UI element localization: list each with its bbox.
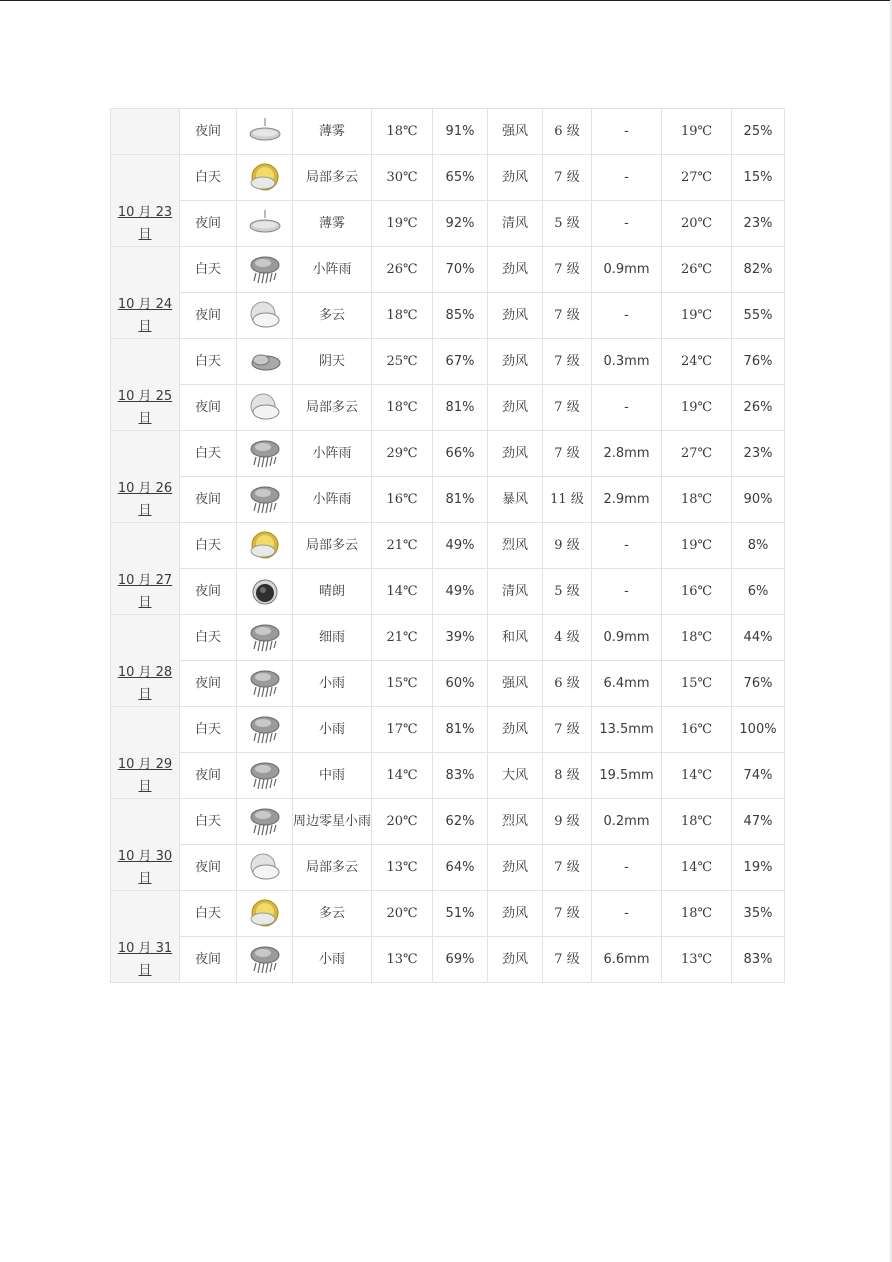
humidity-cell: 69% — [433, 937, 488, 983]
wind-cell: 大风 — [488, 753, 543, 799]
wind-level-cell: 7 级 — [543, 707, 592, 753]
period-cell: 夜间 — [180, 845, 237, 891]
wind-cell: 劲风 — [488, 247, 543, 293]
wind-level-cell: 7 级 — [543, 385, 592, 431]
date-cell: 10 月 30 日 — [111, 799, 180, 891]
precipitation-cell: 19.5mm — [592, 753, 662, 799]
table-row — [111, 339, 785, 385]
condition-cell: 局部多云 — [293, 385, 372, 431]
period-cell: 夜间 — [180, 753, 237, 799]
wind-cell: 劲风 — [488, 385, 543, 431]
condition-cell: 局部多云 — [293, 845, 372, 891]
period-cell: 白天 — [180, 615, 237, 661]
date-cell — [111, 109, 180, 155]
feels-like-cell: 13℃ — [662, 937, 732, 983]
condition-cell: 中雨 — [293, 753, 372, 799]
humidity-cell: 92% — [433, 201, 488, 247]
icon-cell — [237, 201, 293, 247]
precipitation-cell: 0.3mm — [592, 339, 662, 385]
chance-cell: 83% — [732, 937, 785, 983]
wind-level-cell: 4 级 — [543, 615, 592, 661]
humidity-cell: 83% — [433, 753, 488, 799]
temperature-cell: 13℃ — [372, 937, 433, 983]
wind-cell: 劲风 — [488, 293, 543, 339]
rain-icon — [248, 667, 282, 701]
precipitation-cell: 6.4mm — [592, 661, 662, 707]
period-cell: 夜间 — [180, 937, 237, 983]
temperature-cell: 18℃ — [372, 293, 433, 339]
precipitation-cell: - — [592, 155, 662, 201]
chance-cell: 23% — [732, 431, 785, 477]
temperature-cell: 16℃ — [372, 477, 433, 523]
feels-like-cell: 18℃ — [662, 615, 732, 661]
condition-cell: 晴朗 — [293, 569, 372, 615]
table-row — [111, 569, 785, 615]
wind-cell: 劲风 — [488, 155, 543, 201]
wind-level-cell: 9 级 — [543, 523, 592, 569]
wind-level-cell: 5 级 — [543, 569, 592, 615]
table-row — [111, 799, 785, 845]
period-cell: 白天 — [180, 247, 237, 293]
feels-like-cell: 27℃ — [662, 155, 732, 201]
wind-level-cell: 8 级 — [543, 753, 592, 799]
wind-cell: 暴风 — [488, 477, 543, 523]
table-row — [111, 109, 785, 155]
feels-like-cell: 18℃ — [662, 477, 732, 523]
wind-level-cell: 7 级 — [543, 339, 592, 385]
wind-cell: 烈风 — [488, 799, 543, 845]
condition-cell: 阴天 — [293, 339, 372, 385]
rain-icon — [248, 759, 282, 793]
chance-cell: 19% — [732, 845, 785, 891]
table-row — [111, 477, 785, 523]
icon-cell — [237, 385, 293, 431]
table-row — [111, 523, 785, 569]
temperature-cell: 25℃ — [372, 339, 433, 385]
table-row — [111, 615, 785, 661]
precipitation-cell: - — [592, 293, 662, 339]
rain-icon — [248, 253, 282, 287]
wind-cell: 清风 — [488, 569, 543, 615]
wind-level-cell: 6 级 — [543, 661, 592, 707]
temperature-cell: 18℃ — [372, 109, 433, 155]
feels-like-cell: 16℃ — [662, 707, 732, 753]
condition-cell: 小阵雨 — [293, 477, 372, 523]
temperature-cell: 17℃ — [372, 707, 433, 753]
icon-cell — [237, 339, 293, 385]
table-row — [111, 937, 785, 983]
condition-cell: 多云 — [293, 293, 372, 339]
period-cell: 白天 — [180, 799, 237, 845]
temperature-cell: 14℃ — [372, 569, 433, 615]
date-cell: 10 月 29 日 — [111, 707, 180, 799]
period-cell: 白天 — [180, 891, 237, 937]
rain-icon — [248, 483, 282, 517]
table-row — [111, 661, 785, 707]
wind-cell: 强风 — [488, 661, 543, 707]
condition-cell: 局部多云 — [293, 155, 372, 201]
feels-like-cell: 19℃ — [662, 109, 732, 155]
date-cell: 10 月 28 日 — [111, 615, 180, 707]
feels-like-cell: 24℃ — [662, 339, 732, 385]
cloudy-night-icon — [248, 391, 282, 425]
wind-level-cell: 9 级 — [543, 799, 592, 845]
condition-cell: 周边零星小雨 — [293, 799, 372, 845]
condition-cell: 小阵雨 — [293, 247, 372, 293]
wind-cell: 劲风 — [488, 431, 543, 477]
chance-cell: 90% — [732, 477, 785, 523]
weather-table — [110, 108, 785, 983]
chance-cell: 100% — [732, 707, 785, 753]
feels-like-cell: 19℃ — [662, 385, 732, 431]
wind-level-cell: 7 级 — [543, 937, 592, 983]
wind-level-cell: 5 级 — [543, 201, 592, 247]
chance-cell: 8% — [732, 523, 785, 569]
wind-level-cell: 7 级 — [543, 891, 592, 937]
period-cell: 夜间 — [180, 109, 237, 155]
icon-cell — [237, 569, 293, 615]
feels-like-cell: 18℃ — [662, 799, 732, 845]
partly-cloudy-icon — [248, 529, 282, 563]
precipitation-cell: 0.2mm — [592, 799, 662, 845]
fog-icon — [248, 115, 282, 149]
period-cell: 夜间 — [180, 569, 237, 615]
chance-cell: 15% — [732, 155, 785, 201]
feels-like-cell: 18℃ — [662, 891, 732, 937]
wind-cell: 强风 — [488, 109, 543, 155]
partly-cloudy-icon — [248, 161, 282, 195]
cloudy-night-icon — [248, 851, 282, 885]
temperature-cell: 20℃ — [372, 891, 433, 937]
icon-cell — [237, 661, 293, 707]
table-row — [111, 385, 785, 431]
period-cell: 白天 — [180, 155, 237, 201]
icon-cell — [237, 753, 293, 799]
precipitation-cell: 0.9mm — [592, 615, 662, 661]
icon-cell — [237, 109, 293, 155]
condition-cell: 薄雾 — [293, 109, 372, 155]
wind-level-cell: 7 级 — [543, 845, 592, 891]
temperature-cell: 20℃ — [372, 799, 433, 845]
icon-cell — [237, 707, 293, 753]
humidity-cell: 91% — [433, 109, 488, 155]
precipitation-cell: 6.6mm — [592, 937, 662, 983]
wind-cell: 和风 — [488, 615, 543, 661]
feels-like-cell: 14℃ — [662, 753, 732, 799]
table-row — [111, 201, 785, 247]
feels-like-cell: 19℃ — [662, 293, 732, 339]
precipitation-cell: - — [592, 523, 662, 569]
rain-icon — [248, 943, 282, 977]
period-cell: 白天 — [180, 431, 237, 477]
wind-cell: 劲风 — [488, 891, 543, 937]
wind-cell: 烈风 — [488, 523, 543, 569]
humidity-cell: 49% — [433, 523, 488, 569]
humidity-cell: 70% — [433, 247, 488, 293]
table-row — [111, 753, 785, 799]
rain-icon — [248, 437, 282, 471]
period-cell: 夜间 — [180, 477, 237, 523]
precipitation-cell: 0.9mm — [592, 247, 662, 293]
humidity-cell: 65% — [433, 155, 488, 201]
icon-cell — [237, 431, 293, 477]
precipitation-cell: - — [592, 385, 662, 431]
period-cell: 白天 — [180, 339, 237, 385]
temperature-cell: 19℃ — [372, 201, 433, 247]
icon-cell — [237, 937, 293, 983]
wind-level-cell: 7 级 — [543, 247, 592, 293]
table-row — [111, 155, 785, 201]
feels-like-cell: 27℃ — [662, 431, 732, 477]
icon-cell — [237, 891, 293, 937]
temperature-cell: 21℃ — [372, 523, 433, 569]
page-top-rule — [0, 0, 892, 1]
humidity-cell: 49% — [433, 569, 488, 615]
humidity-cell: 66% — [433, 431, 488, 477]
temperature-cell: 29℃ — [372, 431, 433, 477]
period-cell: 夜间 — [180, 385, 237, 431]
temperature-cell: 13℃ — [372, 845, 433, 891]
humidity-cell: 62% — [433, 799, 488, 845]
feels-like-cell: 16℃ — [662, 569, 732, 615]
humidity-cell: 81% — [433, 477, 488, 523]
chance-cell: 76% — [732, 661, 785, 707]
wind-level-cell: 7 级 — [543, 293, 592, 339]
rain-icon — [248, 621, 282, 655]
table-row — [111, 891, 785, 937]
precipitation-cell: 2.9mm — [592, 477, 662, 523]
humidity-cell: 51% — [433, 891, 488, 937]
icon-cell — [237, 615, 293, 661]
temperature-cell: 14℃ — [372, 753, 433, 799]
wind-level-cell: 6 级 — [543, 109, 592, 155]
wind-cell: 劲风 — [488, 707, 543, 753]
temperature-cell: 26℃ — [372, 247, 433, 293]
feels-like-cell: 14℃ — [662, 845, 732, 891]
feels-like-cell: 19℃ — [662, 523, 732, 569]
chance-cell: 55% — [732, 293, 785, 339]
date-cell: 10 月 27 日 — [111, 523, 180, 615]
chance-cell: 47% — [732, 799, 785, 845]
wind-cell: 清风 — [488, 201, 543, 247]
humidity-cell: 81% — [433, 707, 488, 753]
feels-like-cell: 20℃ — [662, 201, 732, 247]
wind-level-cell: 7 级 — [543, 155, 592, 201]
condition-cell: 小阵雨 — [293, 431, 372, 477]
temperature-cell: 15℃ — [372, 661, 433, 707]
humidity-cell: 64% — [433, 845, 488, 891]
partly-cloudy-icon — [248, 897, 282, 931]
table-row — [111, 293, 785, 339]
rain-icon — [248, 713, 282, 747]
chance-cell: 26% — [732, 385, 785, 431]
condition-cell: 小雨 — [293, 707, 372, 753]
condition-cell: 小雨 — [293, 937, 372, 983]
temperature-cell: 21℃ — [372, 615, 433, 661]
precipitation-cell: 13.5mm — [592, 707, 662, 753]
precipitation-cell: - — [592, 109, 662, 155]
chance-cell: 82% — [732, 247, 785, 293]
chance-cell: 25% — [732, 109, 785, 155]
chance-cell: 44% — [732, 615, 785, 661]
icon-cell — [237, 845, 293, 891]
icon-cell — [237, 293, 293, 339]
chance-cell: 76% — [732, 339, 785, 385]
wind-cell: 劲风 — [488, 937, 543, 983]
wind-level-cell: 7 级 — [543, 431, 592, 477]
date-cell: 10 月 23 日 — [111, 155, 180, 247]
wind-cell: 劲风 — [488, 845, 543, 891]
rain-icon — [248, 805, 282, 839]
period-cell: 白天 — [180, 707, 237, 753]
temperature-cell: 30℃ — [372, 155, 433, 201]
feels-like-cell: 26℃ — [662, 247, 732, 293]
clear-night-icon — [248, 575, 282, 609]
temperature-cell: 18℃ — [372, 385, 433, 431]
icon-cell — [237, 155, 293, 201]
icon-cell — [237, 477, 293, 523]
humidity-cell: 81% — [433, 385, 488, 431]
precipitation-cell: - — [592, 201, 662, 247]
condition-cell: 薄雾 — [293, 201, 372, 247]
date-cell: 10 月 24 日 — [111, 247, 180, 339]
period-cell: 白天 — [180, 523, 237, 569]
table-row — [111, 707, 785, 753]
wind-level-cell: 11 级 — [543, 477, 592, 523]
date-cell: 10 月 26 日 — [111, 431, 180, 523]
chance-cell: 6% — [732, 569, 785, 615]
precipitation-cell: - — [592, 845, 662, 891]
feels-like-cell: 15℃ — [662, 661, 732, 707]
icon-cell — [237, 247, 293, 293]
period-cell: 夜间 — [180, 293, 237, 339]
table-row — [111, 247, 785, 293]
condition-cell: 多云 — [293, 891, 372, 937]
period-cell: 夜间 — [180, 661, 237, 707]
icon-cell — [237, 523, 293, 569]
condition-cell: 小雨 — [293, 661, 372, 707]
period-cell: 夜间 — [180, 201, 237, 247]
weather-table-body — [111, 109, 785, 983]
table-row — [111, 431, 785, 477]
icon-cell — [237, 799, 293, 845]
overcast-icon — [248, 345, 282, 379]
chance-cell: 35% — [732, 891, 785, 937]
fog-icon — [248, 207, 282, 241]
precipitation-cell: - — [592, 891, 662, 937]
table-row — [111, 845, 785, 891]
humidity-cell: 39% — [433, 615, 488, 661]
precipitation-cell: 2.8mm — [592, 431, 662, 477]
wind-cell: 劲风 — [488, 339, 543, 385]
humidity-cell: 60% — [433, 661, 488, 707]
date-cell: 10 月 25 日 — [111, 339, 180, 431]
humidity-cell: 85% — [433, 293, 488, 339]
date-cell: 10 月 31 日 — [111, 891, 180, 983]
precipitation-cell: - — [592, 569, 662, 615]
cloudy-night-icon — [248, 299, 282, 333]
condition-cell: 局部多云 — [293, 523, 372, 569]
humidity-cell: 67% — [433, 339, 488, 385]
condition-cell: 细雨 — [293, 615, 372, 661]
chance-cell: 74% — [732, 753, 785, 799]
chance-cell: 23% — [732, 201, 785, 247]
